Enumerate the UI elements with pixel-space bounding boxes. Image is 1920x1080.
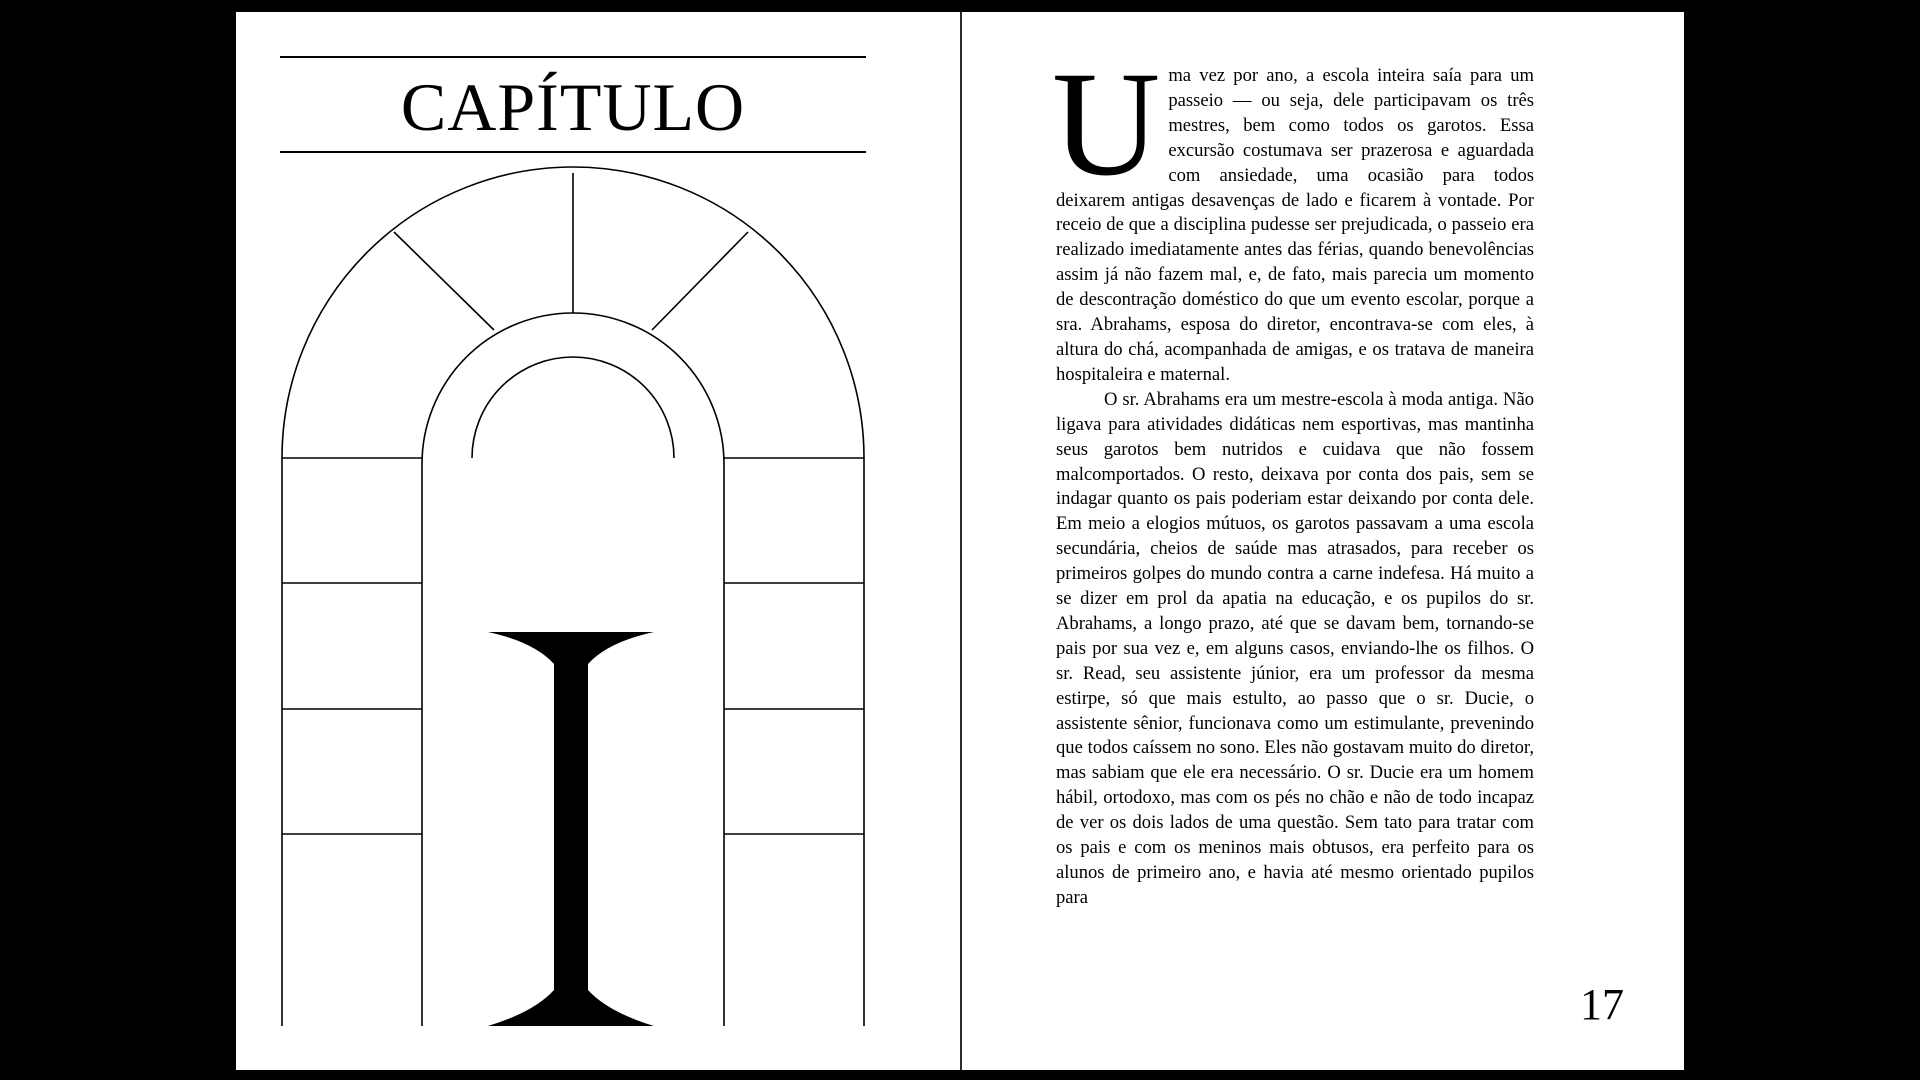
- paragraph-1-text: ma vez por ano, a escola inteira saía para um passeio — ou seja, dele participavam os três mestres, bem como todos os garotos. Essa excursão costumava ser prazerosa e aguardada com ansiedade, uma ocasião para todos deixarem antigas desavenças de lado e ficarem à vontade. Por receio de que a disciplina pudesse ser prejudicada, o passeio era realizado imediatamente antes das férias, quando benevolências assim já não fazem mal, e, de fato, mais parecia um momento de descontração doméstico do que um evento escolar, porque a sra. Abrahams, esposa do diretor, encontrava-se com eles, à altura do chá, acompanhada de amigas, e os tratava de maneira hospitaleira e maternal.: [1056, 65, 1534, 385]
- chapter-numeral-glyph: [488, 632, 654, 1026]
- paragraph-1: [1052, 41, 1534, 388]
- arch-illustration: [236, 12, 960, 1070]
- left-page: [236, 12, 960, 1070]
- page-number: 17: [1580, 980, 1624, 1029]
- drop-cap: U: [1052, 41, 1161, 207]
- body-text: [1052, 41, 1534, 911]
- chapter-title: CAPÍTULO: [400, 69, 746, 145]
- paragraph-2: O sr. Abrahams era um mestre-escola à moda antiga. Não ligava para atividades didáticas nem esportivas, mas mantinha seus garotos bem nutridos e cuidava que não fossem malcomportados. O resto, deixava por conta dos pais, sem se indagar quanto os pais poderiam estar deixando por conta dele. Em meio a elogios mútuos, os garotos passavam a uma escola secundária, cheios de saúde mas atrasados, para receber os primeiros golpes do mundo contra a carne indefesa. Há muito a se dizer em prol da apatia na educação, e os pupilos do sr. Abrahams, a longo prazo, até que se davam bem, tornando-se pais por sua vez e, em alguns casos, enviando-lhe os filhos. O sr. Read, seu assistente júnior, era um professor da mesma estirpe, só que mais estulto, ao passo que o sr. Ducie, o assistente sênior, funcionava como um estimulante, prevenindo que todos caíssem no sono. Eles não gostavam muito do diretor, mas sabiam que ele era necessário. O sr. Ducie era um homem hábil, ortodoxo, mas com os pés no chão e não de todo incapaz de ver os dois lados de uma questão. Sem tato para tratar com os pais e com os meninos mais obtusos, era perfeito para os alunos de primeiro ano, e havia até mesmo orientado pupilos para: [1056, 388, 1534, 908]
- right-page: [962, 12, 1684, 1070]
